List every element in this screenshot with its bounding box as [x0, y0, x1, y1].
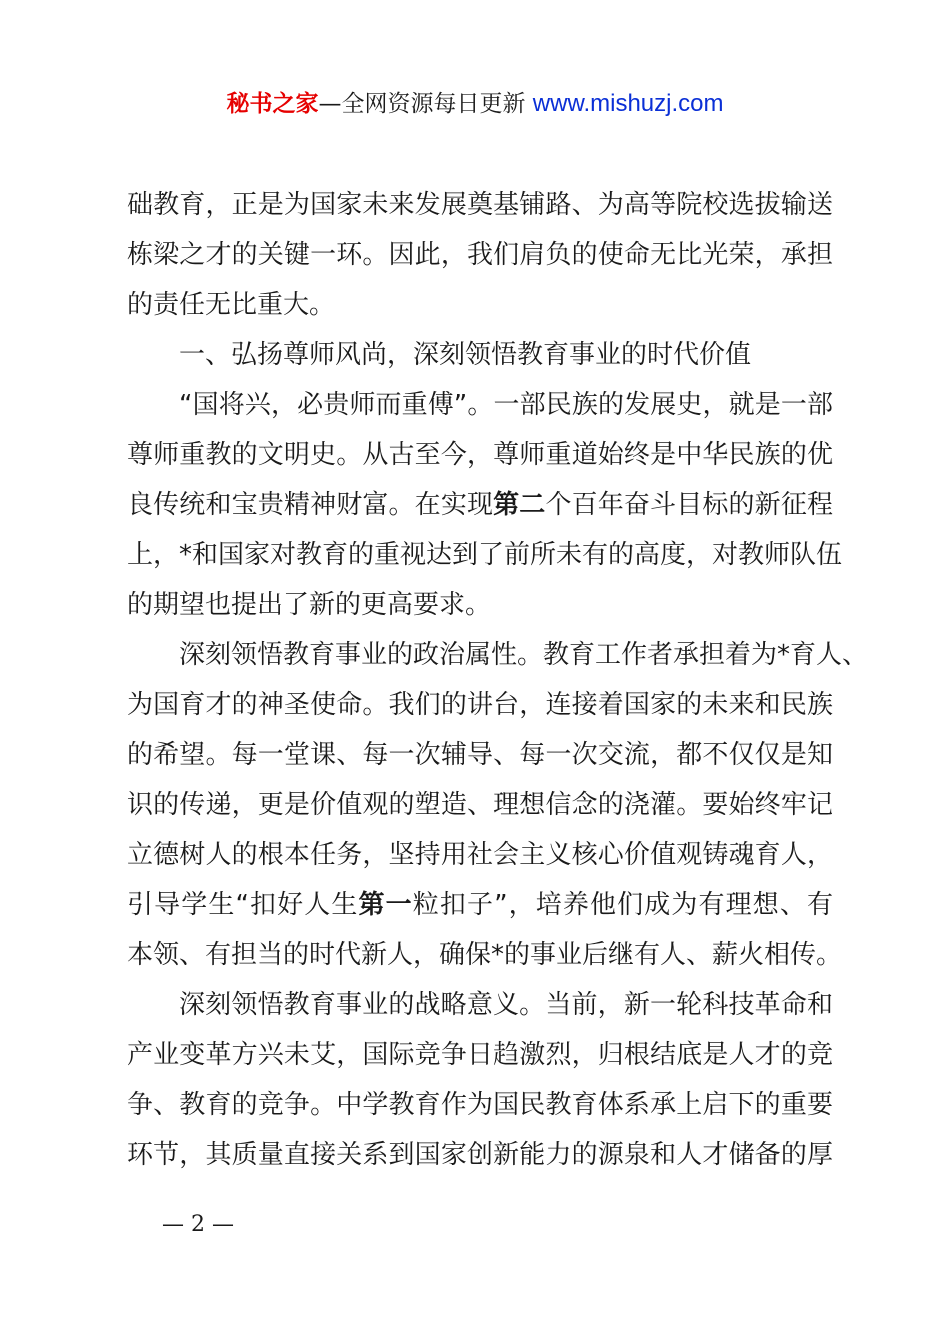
text-line: 的期望也提出了新的更高要求。 [127, 590, 492, 620]
text-line: 立德树人的根本任务，坚持用社会主义核心价值观铸魂育人， [127, 840, 833, 870]
text-line: 争、教育的竞争。中学教育作为国民教育体系承上启下的重要 [127, 1090, 833, 1120]
text-segment: 粒扣子”，培养他们成为有理想、有 [412, 890, 833, 920]
text-line: 一、弘扬尊师风尚，深刻领悟教育事业的时代价值 [179, 340, 752, 370]
text-line: “国将兴，必贵师而重傅”。一部民族的发展史，就是一部 [179, 390, 833, 420]
bold-text: 第一 [358, 890, 413, 920]
text-line [127, 880, 833, 930]
text-line: 础教育，正是为国家未来发展奠基铺路、为高等院校选拔输送 [127, 190, 833, 220]
document-body [127, 180, 869, 1180]
text-line: 上，*和国家对教育的重视达到了前所未有的高度，对教师队伍 [127, 540, 843, 570]
website-link[interactable]: www.mishuzj.com [532, 90, 724, 117]
text-line: 尊师重教的文明史。从古至今，尊师重道始终是中华民族的优 [127, 440, 833, 470]
text-line: 本领、有担当的时代新人，确保*的事业后继有人、薪火相传。 [127, 940, 843, 970]
text-line: 产业变革方兴未艾，国际竞争日趋激烈，归根结底是人才的竞 [127, 1040, 833, 1070]
page-header [0, 88, 950, 120]
text-line: 的责任无比重大。 [127, 290, 336, 320]
text-line: 栋梁之才的关键一环。因此，我们肩负的使命无比光荣，承担 [127, 240, 833, 270]
text-line: 环节，其质量直接关系到国家创新能力的源泉和人才储备的厚 [127, 1140, 833, 1170]
brand-name: 秘书之家 [226, 91, 319, 117]
text-line: 为国育才的神圣使命。我们的讲台，连接着国家的未来和民族 [127, 690, 833, 720]
text-segment: 引导学生“扣好人生 [127, 890, 359, 920]
text-line: 的希望。每一堂课、每一次辅导、每一次交流，都不仅仅是知 [127, 740, 833, 770]
bold-text: 第二 [493, 490, 546, 520]
page-number: — 2 — [162, 1212, 234, 1237]
text-segment: 个百年奋斗目标的新征程 [545, 490, 833, 520]
text-line [127, 480, 833, 530]
text-line: 识的传递，更是价值观的塑造、理想信念的浇灌。要始终牢记 [127, 790, 833, 820]
text-line: 深刻领悟教育事业的战略意义。当前，新一轮科技革命和 [179, 990, 833, 1020]
header-tagline: —全网资源每日更新 [318, 91, 533, 117]
text-segment: 良传统和宝贵精神财富。在实现 [127, 490, 494, 520]
text-line: 深刻领悟教育事业的政治属性。教育工作者承担着为*育人、 [179, 640, 869, 670]
